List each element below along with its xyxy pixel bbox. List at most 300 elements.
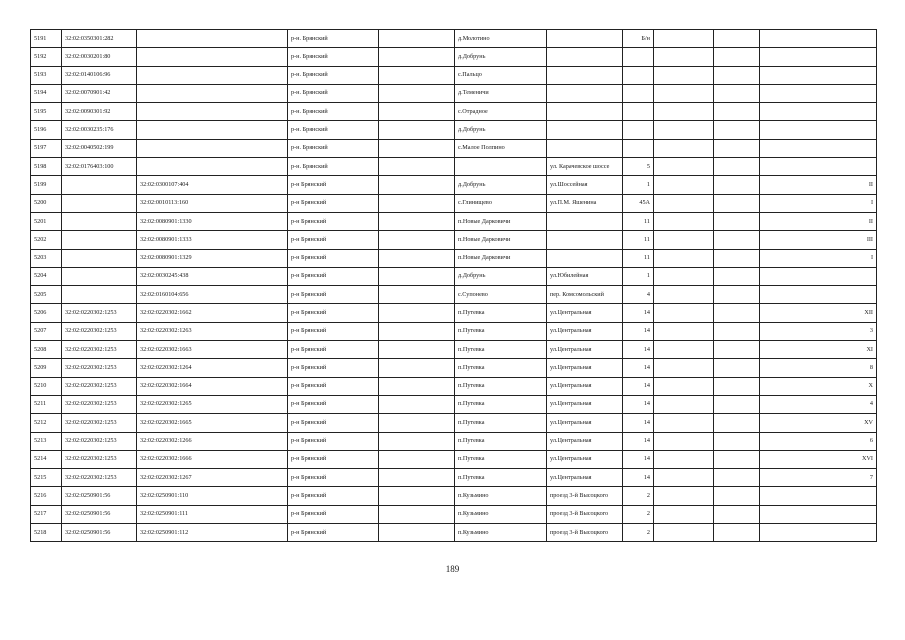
cell-cadastral-number: 32:02:0030245:438: [137, 267, 288, 285]
cell-structure: [714, 524, 760, 542]
cell-locality: п.Путевка: [455, 469, 547, 487]
cell-locality: п.Кузьмино: [455, 524, 547, 542]
cell-cadastral-number-parent: 32:02:0250901:56: [62, 505, 137, 523]
cell-cadastral-number-parent: [62, 231, 137, 249]
cell-settlement-type: [379, 139, 455, 157]
cell-cadastral-number: [137, 84, 288, 102]
cell-cadastral-number: [137, 103, 288, 121]
cell-street: проезд 3-й Высоцкого: [547, 505, 623, 523]
cell-house-number: 14: [623, 304, 654, 322]
cell-district: р-н Брянский: [288, 414, 379, 432]
cell-row-number: 5199: [31, 176, 62, 194]
cell-row-number: 5193: [31, 66, 62, 84]
cell-cadastral-number-parent: 32:02:0220302:1253: [62, 414, 137, 432]
cell-house-number: 14: [623, 414, 654, 432]
cell-district: р-н Брянский: [288, 395, 379, 413]
cell-locality: п.Путевка: [455, 414, 547, 432]
cell-cadastral-number: 32:02:0220302:1664: [137, 377, 288, 395]
register-sheet: [30, 29, 876, 542]
cell-cadastral-number: 32:02:0220302:1263: [137, 322, 288, 340]
cell-locality: п.Путевка: [455, 450, 547, 468]
cell-district: р-н. Брянский: [288, 139, 379, 157]
cell-structure: [714, 176, 760, 194]
cell-cadastral-number: 32:02:0220302:1267: [137, 469, 288, 487]
cell-building: [654, 450, 714, 468]
cell-house-number: 5: [623, 158, 654, 176]
cell-premises: [760, 30, 877, 48]
cell-structure: [714, 359, 760, 377]
cell-cadastral-number: 32:02:0160104:656: [137, 286, 288, 304]
cell-settlement-type: [379, 48, 455, 66]
cell-building: [654, 121, 714, 139]
cell-row-number: 5191: [31, 30, 62, 48]
cell-house-number: [623, 84, 654, 102]
cell-cadastral-number-parent: 32:02:0070901:42: [62, 84, 137, 102]
cell-premises: [760, 66, 877, 84]
cell-locality: д.Добрунь: [455, 267, 547, 285]
cell-structure: [714, 103, 760, 121]
cell-building: [654, 139, 714, 157]
table-row: [31, 158, 877, 176]
cell-cadastral-number-parent: 32:02:0220302:1253: [62, 304, 137, 322]
cell-house-number: 2: [623, 524, 654, 542]
property-register-table: [30, 29, 877, 542]
cell-premises: XI: [760, 341, 877, 359]
table-row: [31, 176, 877, 194]
cell-cadastral-number-parent: 32:02:0220302:1253: [62, 359, 137, 377]
cell-row-number: 5210: [31, 377, 62, 395]
cell-locality: п.Новые Дарковичи: [455, 212, 547, 230]
cell-district: р-н. Брянский: [288, 48, 379, 66]
cell-structure: [714, 66, 760, 84]
table-row: [31, 194, 877, 212]
cell-building: [654, 286, 714, 304]
table-row: [31, 231, 877, 249]
cell-structure: [714, 322, 760, 340]
cell-street: [547, 212, 623, 230]
cell-cadastral-number-parent: 32:02:0220302:1253: [62, 341, 137, 359]
cell-structure: [714, 469, 760, 487]
cell-district: р-н Брянский: [288, 341, 379, 359]
cell-cadastral-number-parent: [62, 286, 137, 304]
cell-premises: X: [760, 377, 877, 395]
cell-district: р-н Брянский: [288, 505, 379, 523]
cell-structure: [714, 487, 760, 505]
cell-cadastral-number: 32:02:0080901:1333: [137, 231, 288, 249]
cell-premises: XII: [760, 304, 877, 322]
cell-cadastral-number-parent: [62, 176, 137, 194]
cell-settlement-type: [379, 359, 455, 377]
cell-settlement-type: [379, 377, 455, 395]
cell-locality: п.Новые Дарковичи: [455, 249, 547, 267]
table-row: [31, 48, 877, 66]
cell-cadastral-number: 32:02:0220302:1266: [137, 432, 288, 450]
cell-building: [654, 212, 714, 230]
cell-building: [654, 359, 714, 377]
cell-settlement-type: [379, 432, 455, 450]
table-row: [31, 414, 877, 432]
cell-row-number: 5211: [31, 395, 62, 413]
cell-cadastral-number-parent: 32:02:0220302:1253: [62, 469, 137, 487]
cell-building: [654, 66, 714, 84]
cell-settlement-type: [379, 304, 455, 322]
cell-structure: [714, 414, 760, 432]
cell-premises: 8: [760, 359, 877, 377]
cell-street: [547, 30, 623, 48]
cell-locality: д.Молотино: [455, 30, 547, 48]
cell-settlement-type: [379, 322, 455, 340]
cell-building: [654, 103, 714, 121]
cell-street: ул.П.М. Яшенина: [547, 194, 623, 212]
cell-district: р-н. Брянский: [288, 121, 379, 139]
cell-district: р-н Брянский: [288, 212, 379, 230]
cell-locality: п.Путевка: [455, 304, 547, 322]
cell-building: [654, 194, 714, 212]
cell-house-number: [623, 66, 654, 84]
cell-cadastral-number-parent: 32:02:0250901:56: [62, 524, 137, 542]
cell-cadastral-number: 32:02:0250901:111: [137, 505, 288, 523]
table-row: [31, 212, 877, 230]
cell-row-number: 5218: [31, 524, 62, 542]
cell-row-number: 5200: [31, 194, 62, 212]
cell-district: р-н Брянский: [288, 249, 379, 267]
cell-cadastral-number-parent: 32:02:0250901:56: [62, 487, 137, 505]
cell-cadastral-number: 32:02:0220302:1665: [137, 414, 288, 432]
cell-street: ул.Центральная: [547, 359, 623, 377]
cell-structure: [714, 267, 760, 285]
cell-building: [654, 30, 714, 48]
cell-street: ул.Шоссейная: [547, 176, 623, 194]
cell-premises: [760, 121, 877, 139]
table-row: [31, 30, 877, 48]
cell-cadastral-number-parent: 32:02:0030235:176: [62, 121, 137, 139]
cell-street: [547, 139, 623, 157]
cell-row-number: 5205: [31, 286, 62, 304]
cell-structure: [714, 377, 760, 395]
cell-cadastral-number-parent: 32:02:0220302:1253: [62, 322, 137, 340]
cell-street: ул.Центральная: [547, 377, 623, 395]
cell-building: [654, 158, 714, 176]
cell-premises: [760, 103, 877, 121]
table-row: [31, 395, 877, 413]
cell-settlement-type: [379, 176, 455, 194]
cell-building: [654, 249, 714, 267]
cell-house-number: 45А: [623, 194, 654, 212]
cell-building: [654, 322, 714, 340]
cell-building: [654, 84, 714, 102]
cell-cadastral-number-parent: 32:02:0220302:1253: [62, 450, 137, 468]
cell-street: ул.Центральная: [547, 432, 623, 450]
cell-district: р-н Брянский: [288, 322, 379, 340]
table-row: [31, 524, 877, 542]
cell-locality: п.Путевка: [455, 359, 547, 377]
cell-row-number: 5216: [31, 487, 62, 505]
table-row: [31, 304, 877, 322]
cell-settlement-type: [379, 66, 455, 84]
table-row: [31, 286, 877, 304]
cell-street: ул.Центральная: [547, 469, 623, 487]
cell-settlement-type: [379, 341, 455, 359]
cell-cadastral-number: 32:02:0080901:1329: [137, 249, 288, 267]
cell-premises: 6: [760, 432, 877, 450]
table-row: [31, 84, 877, 102]
cell-district: р-н Брянский: [288, 524, 379, 542]
cell-premises: [760, 139, 877, 157]
cell-building: [654, 524, 714, 542]
cell-locality: с.Супонево: [455, 286, 547, 304]
cell-street: [547, 121, 623, 139]
cell-cadastral-number-parent: 32:02:0030201:80: [62, 48, 137, 66]
cell-district: р-н Брянский: [288, 231, 379, 249]
cell-structure: [714, 395, 760, 413]
register-body: [31, 30, 877, 542]
cell-cadastral-number-parent: [62, 212, 137, 230]
cell-street: [547, 84, 623, 102]
cell-street: ул.Центральная: [547, 322, 623, 340]
cell-house-number: 14: [623, 450, 654, 468]
cell-cadastral-number: [137, 66, 288, 84]
cell-structure: [714, 121, 760, 139]
cell-premises: II: [760, 176, 877, 194]
cell-locality: д.Теменичи: [455, 84, 547, 102]
cell-settlement-type: [379, 103, 455, 121]
cell-cadastral-number: [137, 30, 288, 48]
cell-house-number: 14: [623, 432, 654, 450]
cell-locality: п.Путевка: [455, 432, 547, 450]
cell-row-number: 5213: [31, 432, 62, 450]
cell-street: проезд 3-й Высоцкого: [547, 524, 623, 542]
table-row: [31, 432, 877, 450]
cell-building: [654, 341, 714, 359]
cell-row-number: 5215: [31, 469, 62, 487]
cell-locality: д.Добрунь: [455, 48, 547, 66]
cell-cadastral-number-parent: 32:02:0220302:1253: [62, 395, 137, 413]
cell-structure: [714, 48, 760, 66]
cell-street: ул.Центральная: [547, 341, 623, 359]
cell-settlement-type: [379, 84, 455, 102]
cell-row-number: 5209: [31, 359, 62, 377]
cell-row-number: 5198: [31, 158, 62, 176]
cell-locality: п.Путевка: [455, 322, 547, 340]
cell-locality: [455, 158, 547, 176]
cell-settlement-type: [379, 194, 455, 212]
cell-settlement-type: [379, 158, 455, 176]
cell-district: р-н. Брянский: [288, 30, 379, 48]
cell-row-number: 5208: [31, 341, 62, 359]
cell-locality: п.Путевка: [455, 395, 547, 413]
table-row: [31, 103, 877, 121]
cell-row-number: 5212: [31, 414, 62, 432]
cell-street: ул.Центральная: [547, 304, 623, 322]
cell-structure: [714, 249, 760, 267]
cell-cadastral-number: 32:02:0250901:112: [137, 524, 288, 542]
cell-settlement-type: [379, 414, 455, 432]
cell-premises: [760, 84, 877, 102]
table-row: [31, 322, 877, 340]
cell-structure: [714, 139, 760, 157]
cell-building: [654, 176, 714, 194]
cell-row-number: 5214: [31, 450, 62, 468]
cell-house-number: 14: [623, 341, 654, 359]
table-row: [31, 267, 877, 285]
cell-house-number: [623, 121, 654, 139]
cell-premises: I: [760, 194, 877, 212]
cell-structure: [714, 505, 760, 523]
cell-settlement-type: [379, 267, 455, 285]
cell-house-number: 11: [623, 231, 654, 249]
cell-premises: [760, 286, 877, 304]
cell-district: р-н Брянский: [288, 359, 379, 377]
cell-house-number: 14: [623, 322, 654, 340]
cell-row-number: 5207: [31, 322, 62, 340]
cell-cadastral-number: [137, 139, 288, 157]
cell-street: ул.Центральная: [547, 395, 623, 413]
cell-structure: [714, 432, 760, 450]
cell-building: [654, 487, 714, 505]
cell-street: [547, 249, 623, 267]
cell-cadastral-number: 32:02:0250901:110: [137, 487, 288, 505]
table-row: [31, 377, 877, 395]
cell-cadastral-number-parent: 32:02:0090301:92: [62, 103, 137, 121]
cell-locality: д.Добрунь: [455, 176, 547, 194]
cell-premises: 4: [760, 395, 877, 413]
cell-house-number: 4: [623, 286, 654, 304]
cell-structure: [714, 158, 760, 176]
table-row: [31, 450, 877, 468]
cell-cadastral-number: 32:02:0220302:1666: [137, 450, 288, 468]
cell-settlement-type: [379, 395, 455, 413]
cell-settlement-type: [379, 505, 455, 523]
cell-locality: п.Путевка: [455, 377, 547, 395]
cell-building: [654, 304, 714, 322]
cell-district: р-н Брянский: [288, 304, 379, 322]
cell-settlement-type: [379, 249, 455, 267]
cell-street: пер. Комсомольский: [547, 286, 623, 304]
cell-structure: [714, 212, 760, 230]
cell-house-number: 2: [623, 487, 654, 505]
table-row: [31, 121, 877, 139]
cell-cadastral-number-parent: [62, 194, 137, 212]
cell-row-number: 5201: [31, 212, 62, 230]
cell-cadastral-number: 32:02:0080901:1330: [137, 212, 288, 230]
cell-locality: д.Добрунь: [455, 121, 547, 139]
cell-locality: п.Новые Дарковичи: [455, 231, 547, 249]
cell-district: р-н Брянский: [288, 377, 379, 395]
cell-cadastral-number-parent: 32:02:0176403:100: [62, 158, 137, 176]
cell-settlement-type: [379, 286, 455, 304]
cell-cadastral-number: [137, 158, 288, 176]
cell-row-number: 5194: [31, 84, 62, 102]
cell-district: р-н Брянский: [288, 450, 379, 468]
cell-cadastral-number: 32:02:0220302:1663: [137, 341, 288, 359]
cell-street: [547, 231, 623, 249]
cell-street: ул.Центральная: [547, 450, 623, 468]
cell-locality: с.Глинищево: [455, 194, 547, 212]
cell-locality: с.Малое Полпино: [455, 139, 547, 157]
cell-house-number: [623, 48, 654, 66]
cell-structure: [714, 84, 760, 102]
cell-cadastral-number: [137, 121, 288, 139]
cell-house-number: 14: [623, 395, 654, 413]
cell-cadastral-number: 32:02:0220302:1264: [137, 359, 288, 377]
cell-premises: [760, 48, 877, 66]
cell-row-number: 5192: [31, 48, 62, 66]
cell-locality: п.Путевка: [455, 341, 547, 359]
cell-street: проезд 3-й Высоцкого: [547, 487, 623, 505]
cell-building: [654, 267, 714, 285]
cell-row-number: 5195: [31, 103, 62, 121]
cell-building: [654, 48, 714, 66]
cell-premises: [760, 524, 877, 542]
cell-house-number: 2: [623, 505, 654, 523]
cell-premises: XV: [760, 414, 877, 432]
cell-structure: [714, 304, 760, 322]
cell-row-number: 5217: [31, 505, 62, 523]
cell-settlement-type: [379, 212, 455, 230]
cell-locality: п.Кузьмино: [455, 505, 547, 523]
cell-premises: [760, 487, 877, 505]
cell-structure: [714, 286, 760, 304]
cell-building: [654, 395, 714, 413]
cell-street: [547, 48, 623, 66]
cell-building: [654, 469, 714, 487]
cell-settlement-type: [379, 450, 455, 468]
cell-settlement-type: [379, 469, 455, 487]
table-row: [31, 249, 877, 267]
table-row: [31, 66, 877, 84]
cell-premises: 7: [760, 469, 877, 487]
cell-row-number: 5197: [31, 139, 62, 157]
cell-street: [547, 103, 623, 121]
cell-cadastral-number-parent: 32:02:0140106:96: [62, 66, 137, 84]
cell-district: р-н. Брянский: [288, 158, 379, 176]
cell-district: р-н Брянский: [288, 432, 379, 450]
cell-district: р-н Брянский: [288, 469, 379, 487]
cell-house-number: 11: [623, 212, 654, 230]
cell-street: ул.Центральная: [547, 414, 623, 432]
cell-premises: 3: [760, 322, 877, 340]
cell-district: р-н. Брянский: [288, 103, 379, 121]
cell-district: р-н Брянский: [288, 267, 379, 285]
cell-cadastral-number-parent: 32:02:0220302:1253: [62, 377, 137, 395]
table-row: [31, 505, 877, 523]
cell-cadastral-number-parent: 32:02:0350301:282: [62, 30, 137, 48]
cell-row-number: 5202: [31, 231, 62, 249]
cell-premises: II: [760, 212, 877, 230]
cell-house-number: Б/н: [623, 30, 654, 48]
cell-cadastral-number-parent: [62, 249, 137, 267]
cell-cadastral-number-parent: 32:02:0220302:1253: [62, 432, 137, 450]
cell-premises: [760, 267, 877, 285]
cell-locality: с.Отрадное: [455, 103, 547, 121]
cell-house-number: [623, 139, 654, 157]
cell-district: р-н Брянский: [288, 176, 379, 194]
cell-building: [654, 505, 714, 523]
cell-settlement-type: [379, 30, 455, 48]
cell-locality: п.Кузьмино: [455, 487, 547, 505]
cell-district: р-н Брянский: [288, 286, 379, 304]
cell-district: р-н Брянский: [288, 487, 379, 505]
cell-row-number: 5204: [31, 267, 62, 285]
page-number: 189: [445, 564, 460, 574]
cell-settlement-type: [379, 121, 455, 139]
cell-house-number: [623, 103, 654, 121]
cell-row-number: 5196: [31, 121, 62, 139]
cell-building: [654, 231, 714, 249]
cell-house-number: 1: [623, 176, 654, 194]
cell-premises: III: [760, 231, 877, 249]
cell-premises: [760, 158, 877, 176]
